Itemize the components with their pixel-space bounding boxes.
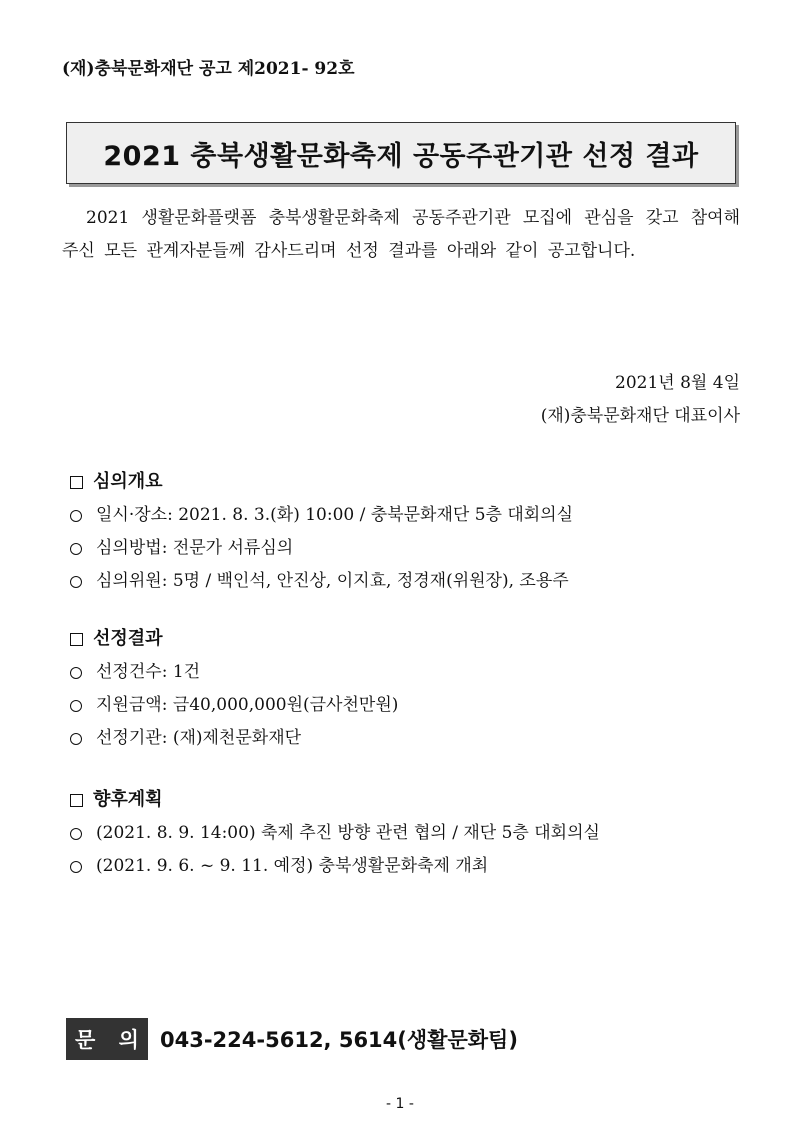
document-title: 2021 충북생활문화축제 공동주관기관 선정 결과 [103,140,699,172]
section-heading [70,624,398,654]
square-bullet-icon [70,794,83,807]
list-item [70,499,573,532]
section-heading [70,467,573,497]
circle-bullet-icon [70,733,82,745]
circle-bullet-icon [70,510,82,522]
list-item [70,689,398,722]
square-bullet-icon [70,633,83,646]
list-item-text: 심의방법: 전문가 서류심의 [96,538,294,558]
list-item [70,850,600,883]
intro-paragraph: 2021 생활문화플랫폼 충북생활문화축제 공동주관기관 모집에 관심을 갖고 참여해 주신 모든 관계자분들께 감사드리며 선정 결과를 아래와 같이 공고합니다. [62,208,740,261]
circle-bullet-icon [70,700,82,712]
date-block [541,367,740,433]
list-item-text: (2021. 9. 6. ~ 9. 11. 예정) 충북생활문화축제 개최 [96,856,489,876]
contact-phone: 043-224-5612, 5614(생활문화팀) [160,1028,518,1052]
section-review-overview [70,467,573,598]
list-item [70,656,398,689]
contact-label: 문 의 [66,1018,148,1060]
list-item [70,722,398,755]
circle-bullet-icon [70,667,82,679]
section-heading [70,785,600,815]
section-future-plan [70,785,600,883]
section-heading-text: 향후계획 [93,789,163,810]
circle-bullet-icon [70,543,82,555]
page-number: - 1 - [386,1096,414,1112]
issuer: (재)충북문화재단 대표이사 [540,406,740,426]
title-box [66,122,736,184]
list-item-text: 심의위원: 5명 / 백인석, 안진상, 이지효, 정경재(위원장), 조용주 [96,571,569,591]
square-bullet-icon [70,476,83,489]
list-item [70,565,573,598]
notice-number: (재)충북문화재단 공고 제2021- 92호 [62,59,355,79]
list-item-text: (2021. 8. 9. 14:00) 축제 추진 방향 관련 협의 / 재단 5층 대회의실 [96,823,600,843]
announcement-date: 2021년 8월 4일 [615,373,740,393]
list-item-text: 지원금액: 금40,000,000원(금사천만원) [96,695,399,715]
list-item [70,817,600,850]
list-item [70,532,573,565]
circle-bullet-icon [70,576,82,588]
section-selection-result [70,624,398,755]
section-heading-text: 심의개요 [93,471,163,492]
section-heading-text: 선정결과 [93,628,163,649]
list-item-text: 일시·장소: 2021. 8. 3.(화) 10:00 / 충북문화재단 5층 대회의실 [96,505,574,525]
list-item-text: 선정기관: (재)제천문화재단 [96,728,302,748]
circle-bullet-icon [70,861,82,873]
list-item-text: 선정건수: 1건 [96,662,201,682]
contact-info [66,1018,518,1060]
circle-bullet-icon [70,828,82,840]
